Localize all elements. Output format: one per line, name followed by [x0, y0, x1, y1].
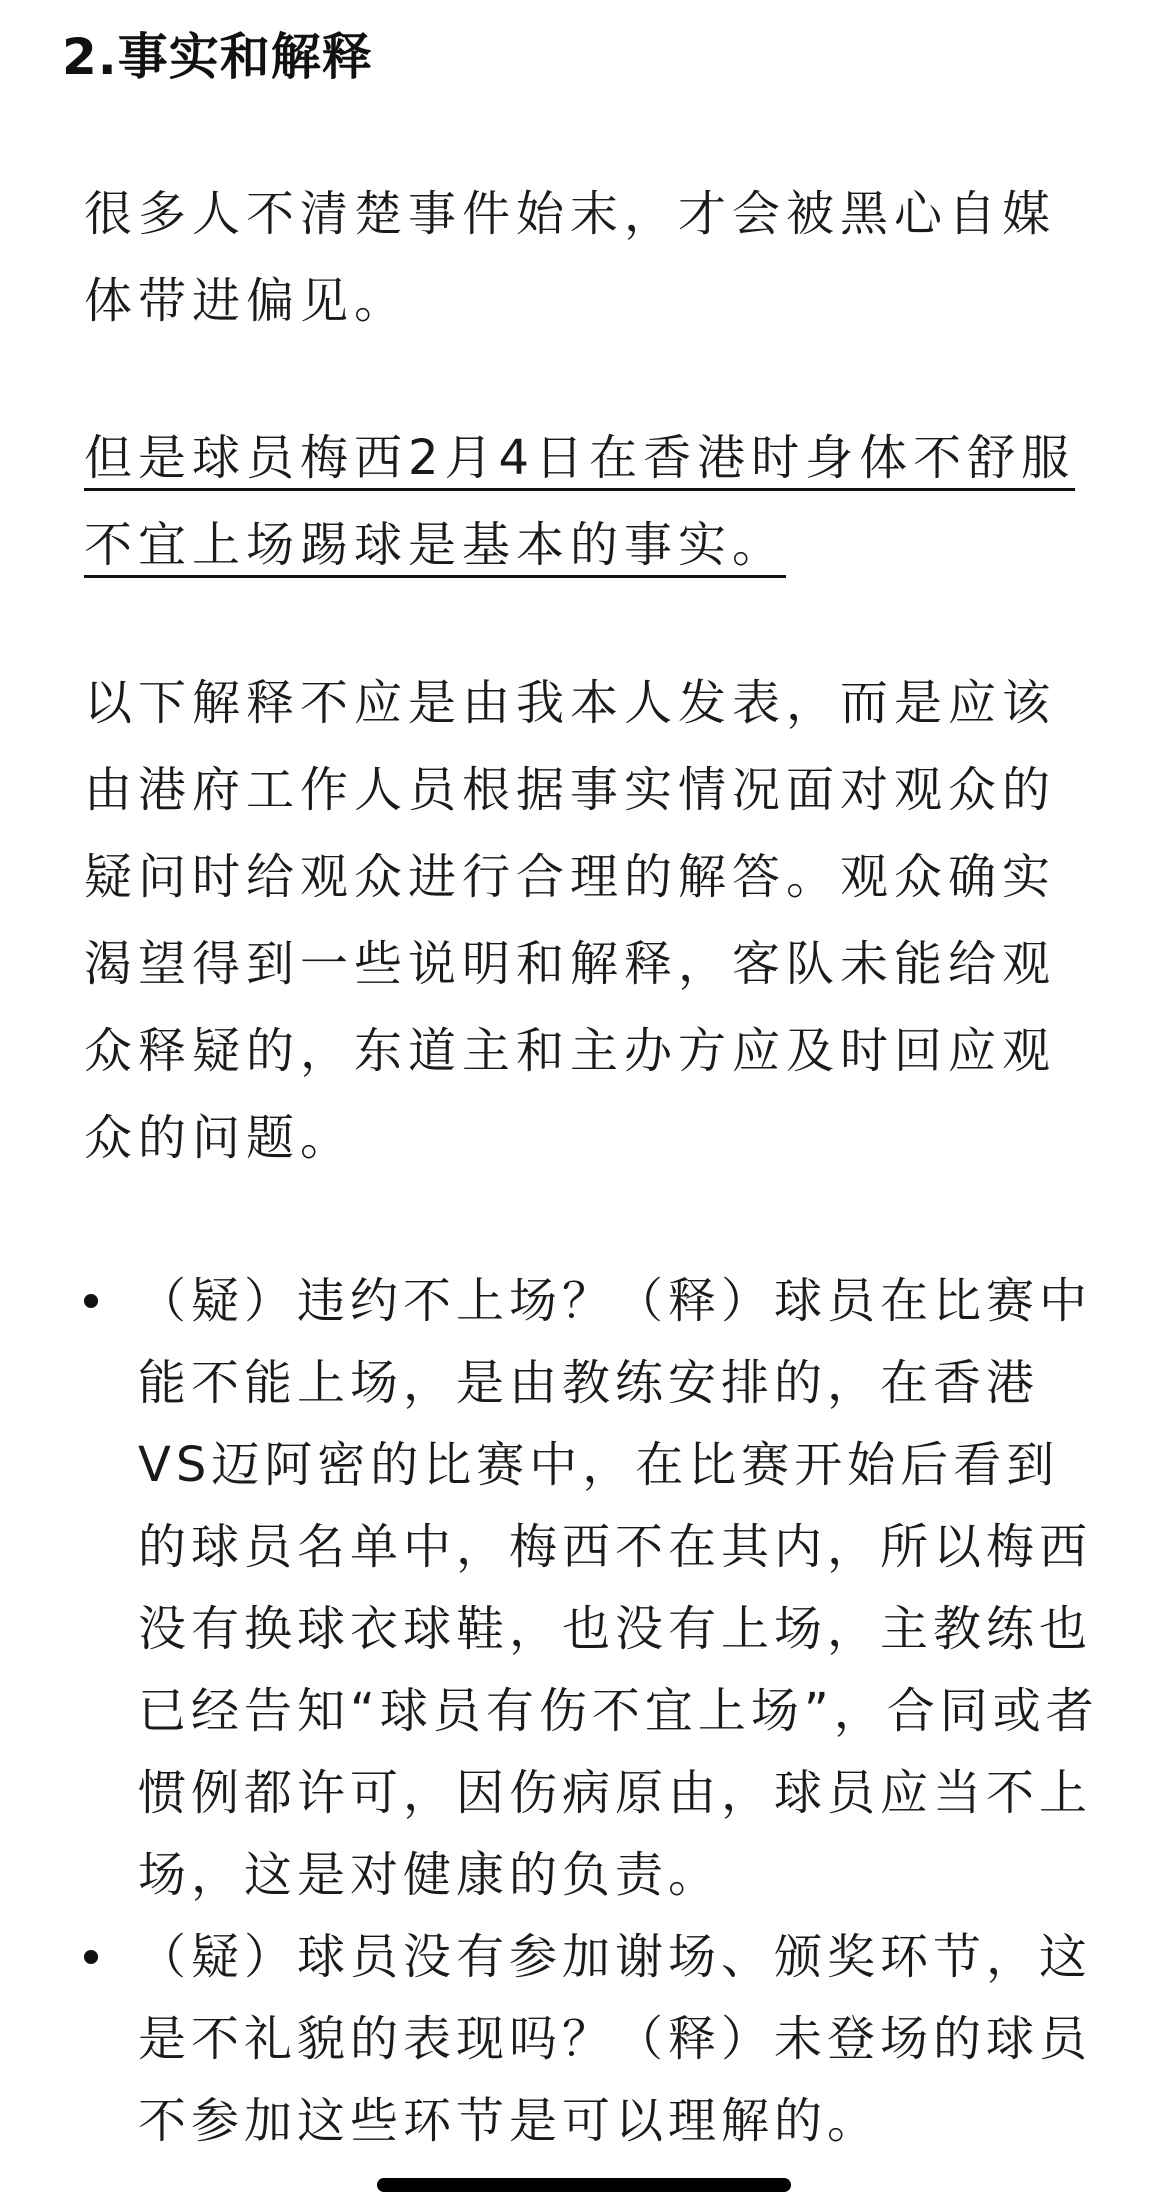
list-item	[84, 1260, 1110, 1916]
section-heading: 2.事实和解释	[62, 28, 373, 86]
fact-paragraph	[84, 415, 1094, 589]
list-item	[84, 1916, 1110, 2162]
bullet-icon	[84, 1294, 98, 1308]
list-item-text: （疑）球员没有参加谢场、颁奖环节，这是不礼貌的表现吗？（释）未登场的球员不参加这些环节是可以理解的。	[138, 1929, 1093, 2149]
explanation-paragraph: 以下解释不应是由我本人发表，而是应该由港府工作人员根据事实情况面对观众的疑问时给观众进行合理的解答。观众确实渴望得到一些说明和解释，客队未能给观众释疑的，东道主和主办方应及时回应观众的问题。	[84, 675, 1057, 1166]
qa-list	[84, 1260, 1110, 2162]
underlined-fact-text: 但是球员梅西2月4日在香港时身体不舒服不宜上场踢球是基本的事实。	[84, 430, 1076, 573]
intro-paragraph: 很多人不清楚事件始末，才会被黑心自媒体带进偏见。	[84, 186, 1057, 329]
bullet-icon	[84, 1950, 98, 1964]
list-item-text: （疑）违约不上场？（释）球员在比赛中能不能上场，是由教练安排的，在香港VS迈阿密的比赛中，在比赛开始后看到的球员名单中，梅西不在其内，所以梅西没有换球衣球鞋，也没有上场，主教练也已经告知“球员有伤不宜上场”，合同或者惯例都许可，因伤病原由，球员应当不上场，这是对健康的负责。	[138, 1273, 1099, 1903]
home-indicator[interactable]	[377, 2178, 791, 2192]
